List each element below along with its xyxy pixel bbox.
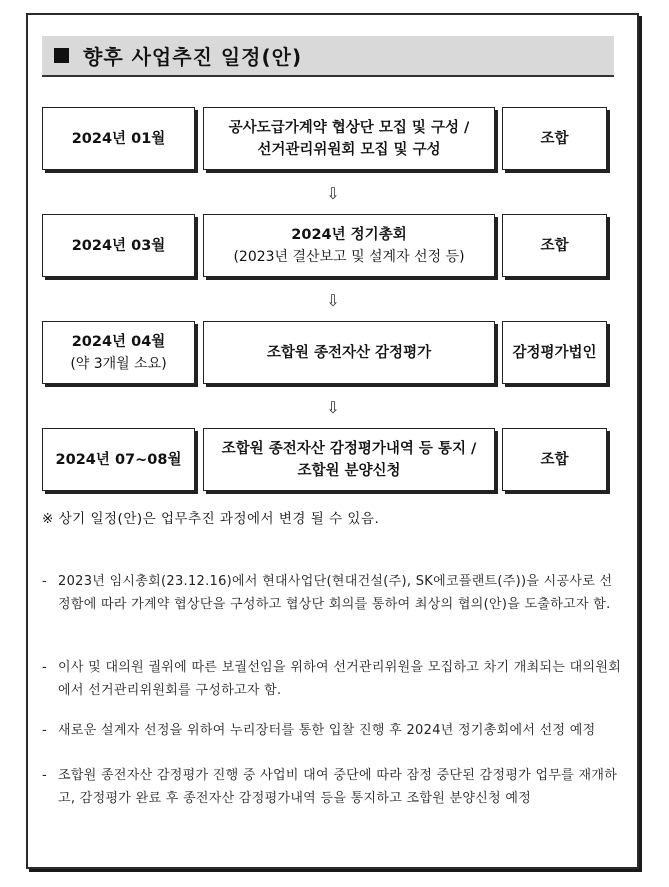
schedule-task (203, 428, 495, 491)
bullet-dash: - (42, 574, 47, 589)
date-text: 2024년 03월 (71, 237, 166, 254)
bullet-dash: - (42, 723, 47, 738)
task-line: 2024년 정기총회 (291, 226, 407, 243)
task-line: 조합원 종전자산 감정평가내역 등 통지 / (221, 440, 477, 457)
task-line: (2023년 결산보고 및 설계자 선정 등) (233, 248, 465, 265)
schedule-row (42, 214, 608, 277)
bullet-item (42, 656, 622, 702)
date-text: 2024년 04월 (71, 333, 166, 350)
title-bullet-square (54, 48, 69, 63)
schedule-row (42, 321, 608, 384)
bullet-dash: - (42, 660, 47, 675)
schedule-date (42, 214, 195, 277)
section-title: 향후 사업추진 일정(안) (83, 45, 303, 69)
schedule-org (502, 107, 607, 170)
schedule-date (42, 428, 195, 491)
schedule-row (42, 428, 608, 491)
date-text: 2024년 07~08월 (55, 451, 182, 468)
org-text: 조합 (540, 237, 569, 254)
schedule-row (42, 107, 608, 170)
down-arrow-icon: ⇩ (326, 184, 340, 203)
org-text: 조합 (540, 451, 569, 468)
schedule-org (502, 428, 607, 491)
schedule-task (203, 107, 495, 170)
task-line: 선거관리위원회 모집 및 구성 (257, 141, 441, 158)
bullet-item (42, 570, 622, 616)
schedule-task (203, 321, 495, 384)
bullet-item (42, 764, 622, 810)
schedule-date (42, 321, 195, 384)
org-text: 조합 (540, 130, 569, 147)
schedule-note: ※ 상기 일정(안)은 업무추진 과정에서 변경 될 수 있음. (42, 511, 380, 527)
bullet-item (42, 719, 622, 742)
date-subtext: (약 3개월 소요) (70, 355, 167, 372)
schedule-org (502, 214, 607, 277)
down-arrow-icon: ⇩ (326, 398, 340, 417)
org-text: 감정평가법인 (512, 344, 597, 361)
task-line: 공사도급가계약 협상단 모집 및 구성 / (228, 119, 470, 136)
schedule-date (42, 107, 195, 170)
bullet-dash: - (42, 768, 47, 783)
bullet-text: 조합원 종전자산 감정평가 진행 중 사업비 대여 중단에 따라 잠정 중단된 감정평가 업무를 재개하고, 감정평가 완료 후 종전자산 감정평가내역 등을 통지하고 조합원 분양신청 예정 (58, 768, 618, 806)
bullet-text: 이사 및 대의원 궐위에 따른 보궐선임을 위하여 선거관리위원을 모집하고 차기 개최되는 대의원회에서 선거관리위원회를 구성하고자 함. (58, 660, 622, 698)
section-title-bar (42, 36, 614, 77)
task-line: 조합원 분양신청 (297, 462, 401, 479)
task-line: 조합원 종전자산 감정평가 (266, 344, 432, 361)
date-text: 2024년 01월 (71, 130, 166, 147)
schedule-task (203, 214, 495, 277)
bullet-text: 2023년 임시총회(23.12.16)에서 현대사업단(현대건설(주), SK에코플랜트(주))을 시공사로 선정함에 따라 가계약 협상단을 구성하고 협상단 회의를 통하여 최상의 협의(안)을 도출하고자 함. (58, 574, 613, 612)
bullet-text: 새로운 설계자 선정을 위하여 누리장터를 통한 입찰 진행 후 2024년 정기총회에서 선정 예정 (58, 723, 596, 738)
schedule-org (502, 321, 607, 384)
down-arrow-icon: ⇩ (326, 291, 340, 310)
